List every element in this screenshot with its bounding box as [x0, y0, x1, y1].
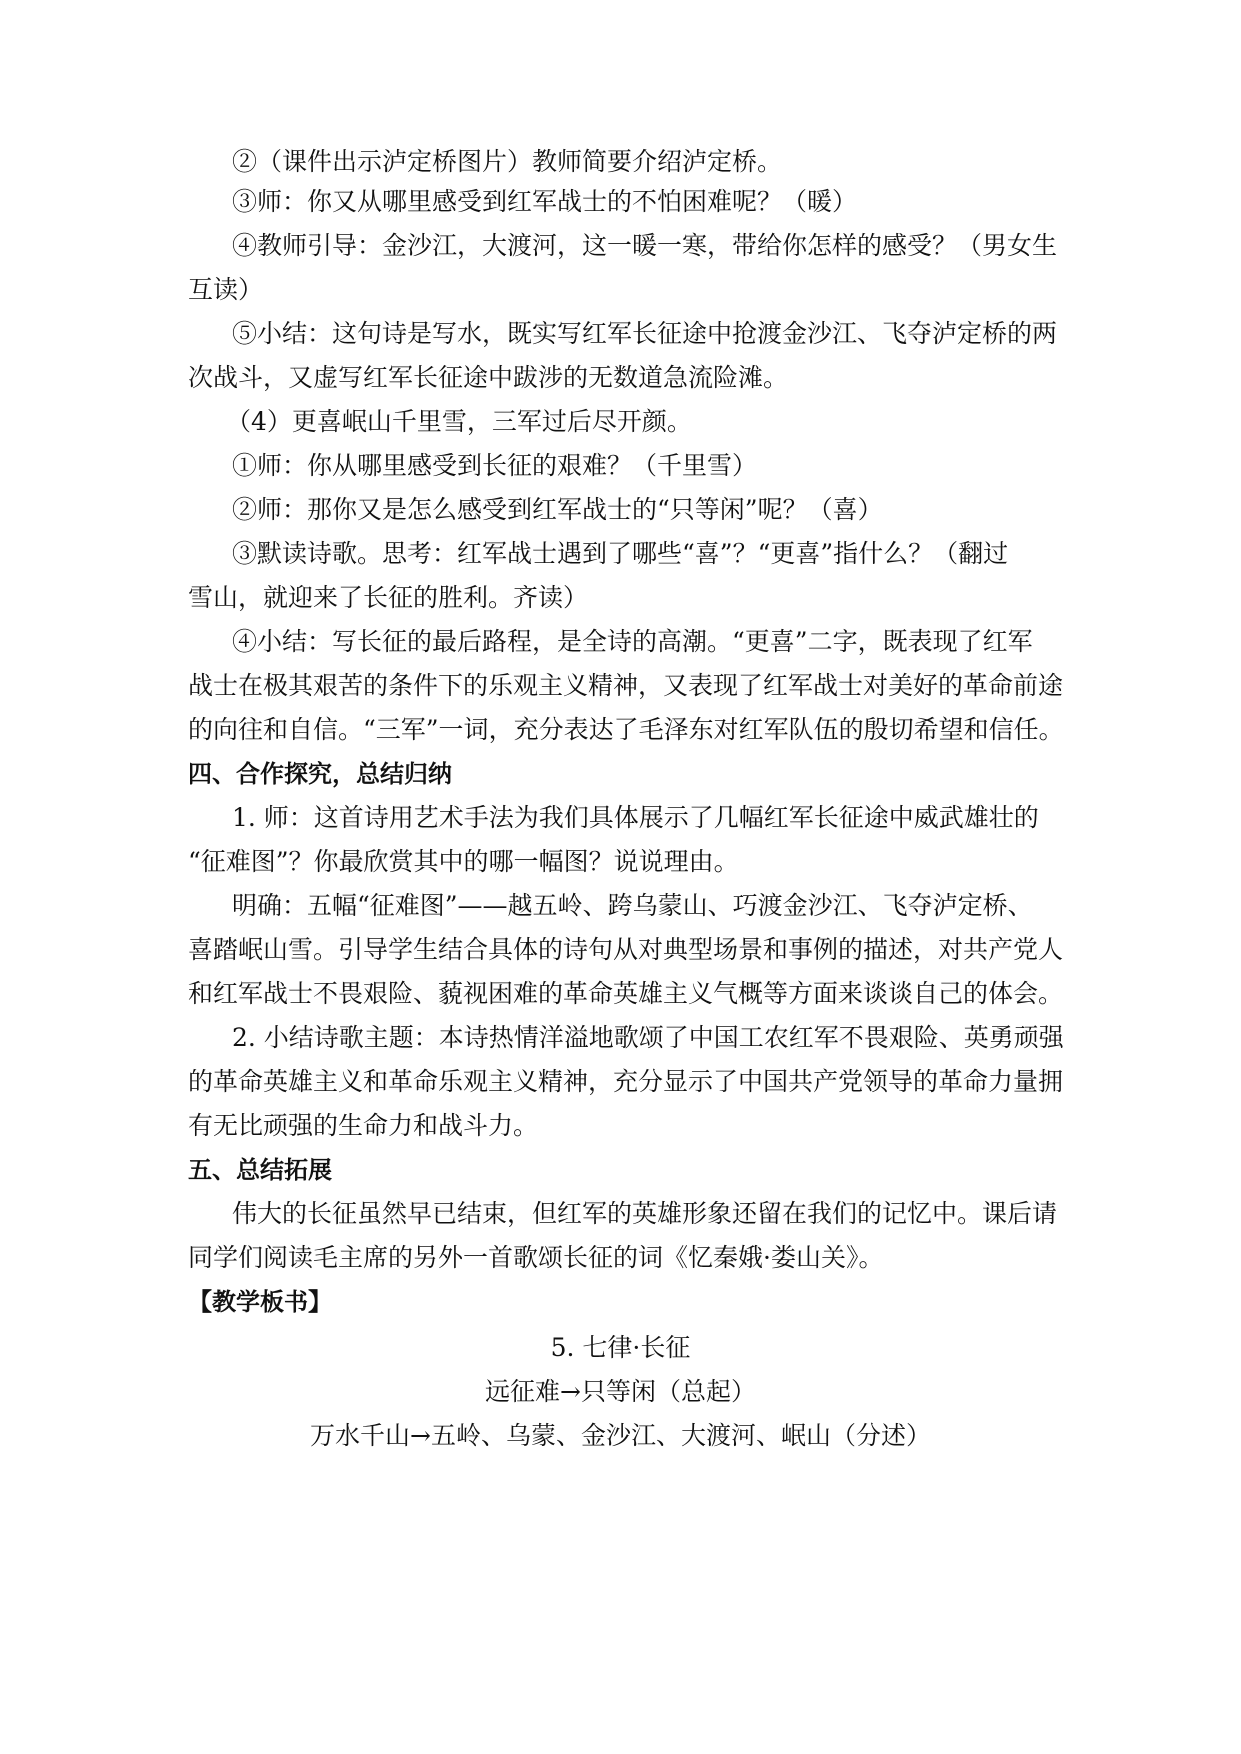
paragraph-line: 的向往和自信。“三军”一词，充分表达了毛泽东对红军队伍的殷切希望和信任。 [188, 715, 1064, 744]
paragraph-line: 和红军战士不畏艰险、藐视困难的革命英雄主义气概等方面来谈谈自己的体会。 [188, 979, 1064, 1008]
paragraph-line: ③师：你又从哪里感受到红军战士的不怕困难呢？（暖） [232, 187, 858, 216]
paragraph-line: 雪山，就迎来了长征的胜利。齐读） [188, 583, 589, 612]
paragraph-line: 同学们阅读毛主席的另外一首歌颂长征的词《忆秦娥·娄山关》。 [188, 1243, 884, 1272]
paragraph-line: 2. 小结诗歌主题：本诗热情洋溢地歌颂了中国工农红军不畏艰险、英勇顽强 [232, 1023, 1064, 1052]
paragraph-line: （4）更喜岷山千里雪，三军过后尽开颜。 [226, 407, 692, 436]
paragraph-line: ②师：那你又是怎么感受到红军战士的“只等闲”呢？（喜） [232, 495, 883, 524]
section-heading: 【教学板书】 [188, 1288, 332, 1316]
board-line: 远征难→只等闲（总起） [485, 1377, 756, 1406]
board-line: 万水千山→五岭、乌蒙、金沙江、大渡河、岷山（分述） [310, 1421, 931, 1450]
paragraph-line: 1. 师：这首诗用艺术手法为我们具体展示了几幅红军长征途中威武雄壮的 [232, 803, 1039, 832]
paragraph-line: ⑤小结：这句诗是写水，既实写红军长征途中抢渡金沙江、飞夺泸定桥的两 [232, 319, 1058, 348]
paragraph-line: 战士在极其艰苦的条件下的乐观主义精神，又表现了红军战士对美好的革命前途 [188, 671, 1064, 700]
paragraph-line: ②（课件出示泸定桥图片）教师简要介绍泸定桥。 [232, 147, 783, 176]
paragraph-line: ①师：你从哪里感受到长征的艰难？（千里雪） [232, 451, 758, 480]
paragraph-line: 喜踏岷山雪。引导学生结合具体的诗句从对典型场景和事例的描述，对共产党人 [188, 935, 1064, 964]
paragraph-line: “征难图”？你最欣赏其中的哪一幅图？说说理由。 [188, 847, 739, 876]
paragraph-line: ④小结：写长征的最后路程，是全诗的高潮。“更喜”二字，既表现了红军 [232, 627, 1033, 656]
paragraph-line: 的革命英雄主义和革命乐观主义精神，充分显示了中国共产党领导的革命力量拥 [188, 1067, 1064, 1096]
section-heading: 五、总结拓展 [188, 1156, 332, 1184]
paragraph-line: 有无比顽强的生命力和战斗力。 [188, 1111, 539, 1140]
paragraph-line: ④教师引导：金沙江，大渡河，这一暖一寒，带给你怎样的感受？（男女生 [232, 231, 1058, 260]
paragraph-line: 互读） [188, 275, 264, 304]
section-heading: 四、合作探究，总结归纳 [188, 760, 452, 788]
paragraph-line: ③默读诗歌。思考：红军战士遇到了哪些“喜”？“更喜”指什么？（翻过 [232, 539, 1009, 568]
paragraph-line: 明确：五幅“征难图”——越五岭、跨乌蒙山、巧渡金沙江、飞夺泸定桥、 [232, 891, 1033, 920]
board-title: 5. 七律·长征 [550, 1333, 691, 1362]
paragraph-line: 次战斗，又虚写红军长征途中跋涉的无数道急流险滩。 [188, 363, 789, 392]
paragraph-line: 伟大的长征虽然早已结束，但红军的英雄形象还留在我们的记忆中。课后请 [232, 1199, 1058, 1228]
